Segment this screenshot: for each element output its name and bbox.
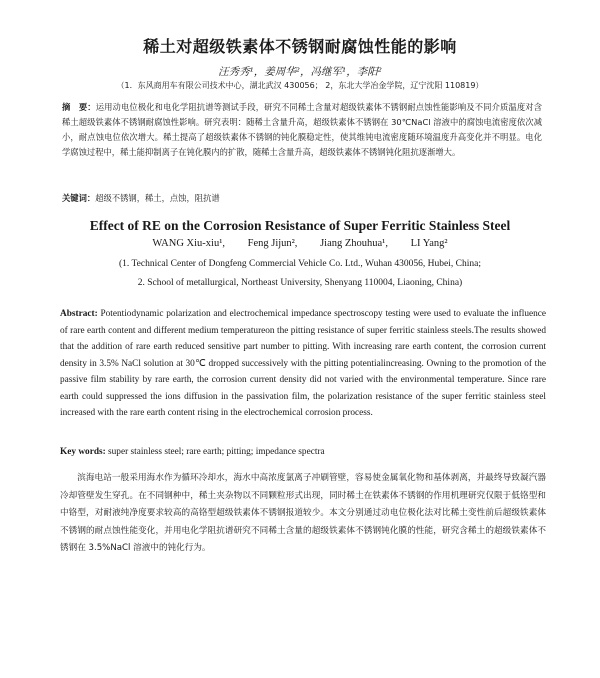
english-abstract-text: Potentiodynamic polarization and electrochemical impedance spectroscopy testing were used to evaluate the influence of rare earth content and different medium temperatureon the pitting resistance of super ferritic stainless steels.The results showed that the addition of rare earth reduced sensitive part number to pitting. With increasing rare earth content, the corrosion current density in 3.5% NaCl solution at 30℃ dropped successively with the pitting potentialincreasing. Owning to the promotion of the passive film stability by rare earth, the corrosion current density did not varied with the environmental temperature. Since rare earth could suppressed the ions diffusion in the passivation film, the polarization resistance of the super ferritic stainless steel increased with the rare earth content rising in the electrochemical corrosion process. [60, 309, 546, 418]
chinese-authors: 汪秀秀¹，姜周华²，冯继军¹，李阳² [218, 66, 382, 78]
english-authors [0, 238, 600, 249]
author-name: LI Yang² [410, 238, 448, 249]
chinese-keywords-text: 超级不锈钢，稀土，点蚀，阻抗谱 [95, 193, 220, 203]
chinese-title: 稀土对超级铁素体不锈钢耐腐蚀性能的影响 [143, 37, 457, 56]
chinese-keywords-label: 关键词： [62, 193, 96, 203]
author-name: Feng Jijun², [247, 238, 298, 249]
english-abstract-label: Abstract: [60, 309, 98, 319]
english-keywords [60, 445, 546, 459]
english-abstract [60, 306, 546, 422]
chinese-abstract-label: 摘 要： [62, 102, 96, 112]
introduction-paragraph: 滨海电站一般采用海水作为循环冷却水，海水中高浓度氯离子冲刷管壁，容易使金属氧化物和基体剥离，并最终导致凝汽器冷却管壁发生穿孔。在不同钢种中，稀土夹杂物以不同颗粒形式出现，同时稀土在铁素体不锈钢的作用机理研究仅限于低铬型和中铬型，对耐液纯净度要求较高的高铬型超级铁素体不锈钢报道较少。本文分别通过动电位极化法对比稀土变性前后超级铁素体不锈钢的耐点蚀性能变化，并用电化学阻抗谱研究不同稀土含量的超级铁素体不锈钢钝化膜的性能，研究含稀土的超级铁素体不锈钢在 3.5%NaCl 溶液中的钝化行为。 [60, 473, 546, 553]
chinese-abstract-text: 运用动电位极化和电化学阻抗谱等测试手段，研究不同稀土含量对超级铁素体不锈钢耐点蚀性能影响及不同介质温度对含稀土超级铁素体不锈钢耐腐蚀性影响。研究表明：随稀土含量升高，超级铁素体不锈钢在 30℃NaCl 溶液中的腐蚀电流密度依次减小，耐点蚀电位依次增大。稀土提高了超级铁素体不锈钢的钝化膜稳定性，使其维钝电流密度随环境温度升高变化并不明显。电化学腐蚀过程中，稀土能抑制离子在钝化膜内的扩散，随稀土含量升高，超级铁素体不锈钢钝化阻抗逐渐增大。 [62, 102, 542, 157]
english-affiliation-2: 2. School of metallurgical, Northeast University, Shenyang 110004, Liaoning, China) [137, 278, 463, 288]
english-keywords-label: Key words: [60, 447, 106, 457]
author-name: WANG Xiu-xiu¹, [152, 238, 225, 249]
english-title: Effect of RE on the Corrosion Resistance of Super Ferritic Stainless Steel [89, 218, 511, 233]
chinese-keywords [62, 191, 542, 205]
chinese-abstract [62, 100, 542, 160]
chinese-affiliation: （1．东风商用车有限公司技术中心，湖北武汉 430056； 2，东北大学冶金学院，辽宁沈阳 110819） [116, 81, 484, 90]
author-name: Jiang Zhouhua¹, [320, 238, 388, 249]
english-affiliation-1: (1. Technical Center of Dongfeng Commercial Vehicle Co. Ltd., Wuhan 430056, Hubei, China; [119, 259, 481, 269]
english-keywords-text: super stainless steel; rare earth; pitting; impedance spectra [105, 447, 325, 457]
